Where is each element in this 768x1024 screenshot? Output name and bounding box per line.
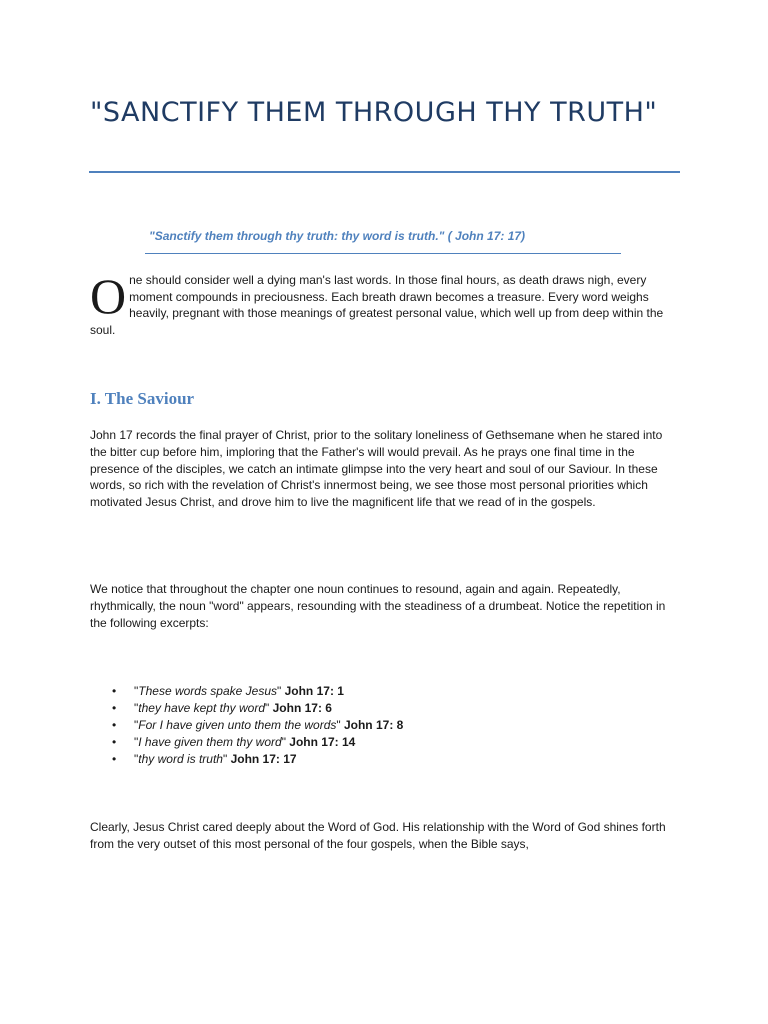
quote-close: " xyxy=(222,752,231,766)
quote-close: " xyxy=(281,735,290,749)
excerpt-quote: These words spake Jesus xyxy=(138,684,277,698)
quote-close: " xyxy=(336,718,344,732)
quote-close: " xyxy=(277,684,285,698)
body-paragraph: We notice that throughout the chapter one noun continues to resound, again and again. Repeatedly, rhythmically, the noun "word" appears, resounding with the steadiness of a drumbeat. Notice the repetition in the following excerpts: xyxy=(90,582,666,630)
list-item xyxy=(112,751,403,768)
quote-open: " xyxy=(134,752,139,766)
excerpt-quote: they have kept thy word xyxy=(138,701,266,715)
list-item xyxy=(112,734,403,751)
excerpt-quote: I have given them thy word xyxy=(138,735,282,749)
title-divider xyxy=(89,171,680,173)
quote-open: " xyxy=(134,684,139,698)
lead-paragraph xyxy=(90,268,678,338)
list-item xyxy=(112,717,403,734)
verse-reference: John 17: 17 xyxy=(230,752,297,766)
list-item xyxy=(112,683,403,700)
quote-open: " xyxy=(134,735,139,749)
verse-reference: John 17: 6 xyxy=(272,701,332,715)
section-heading: I. The Saviour xyxy=(90,389,195,408)
verse-reference: John 17: 14 xyxy=(289,735,356,749)
verse-reference: John 17: 1 xyxy=(284,684,344,698)
epigraph-divider xyxy=(145,253,621,254)
drop-cap: O xyxy=(90,268,127,324)
quote-open: " xyxy=(134,718,139,732)
page-title: "SANCTIFY THEM THROUGH THY TRUTH" xyxy=(90,97,658,128)
lead-text: ne should consider well a dying man's last words. In those final hours, as death draws nigh, every moment compounds in preciousness. Each breath drawn becomes a treasure. Every word weighs heavily, pregnant with those meanings of greatest personal value, which well up from deep within the soul. xyxy=(90,273,664,337)
body-paragraph: Clearly, Jesus Christ cared deeply about the Word of God. His relationship with the Word of God shines forth from the very outset of this most personal of the four gospels, when the Bible says, xyxy=(90,820,666,851)
epigraph-quote: "Sanctify them through thy truth: thy word is truth." ( John 17: 17) xyxy=(149,229,526,243)
quote-open: " xyxy=(134,701,139,715)
excerpt-quote: For I have given unto them the words xyxy=(138,718,337,732)
excerpt-quote: thy word is truth xyxy=(138,752,223,766)
quote-close: " xyxy=(265,701,273,715)
body-paragraph: John 17 records the final prayer of Christ, prior to the solitary loneliness of Gethsemane when he stared into the bitter cup before him, imploring that the Father's will would prevail. As he prays one final time in the presence of the disciples, we catch an intimate glimpse into the very heart and soul of our Saviour. In these words, so rich with the revelation of Christ's innermost being, we see those most personal priorities which motivated Jesus Christ, and drove him to live the magnificent life that we read of in the gospels. xyxy=(90,428,663,510)
excerpt-list xyxy=(112,683,403,768)
verse-reference: John 17: 8 xyxy=(343,718,404,732)
list-item xyxy=(112,700,403,717)
